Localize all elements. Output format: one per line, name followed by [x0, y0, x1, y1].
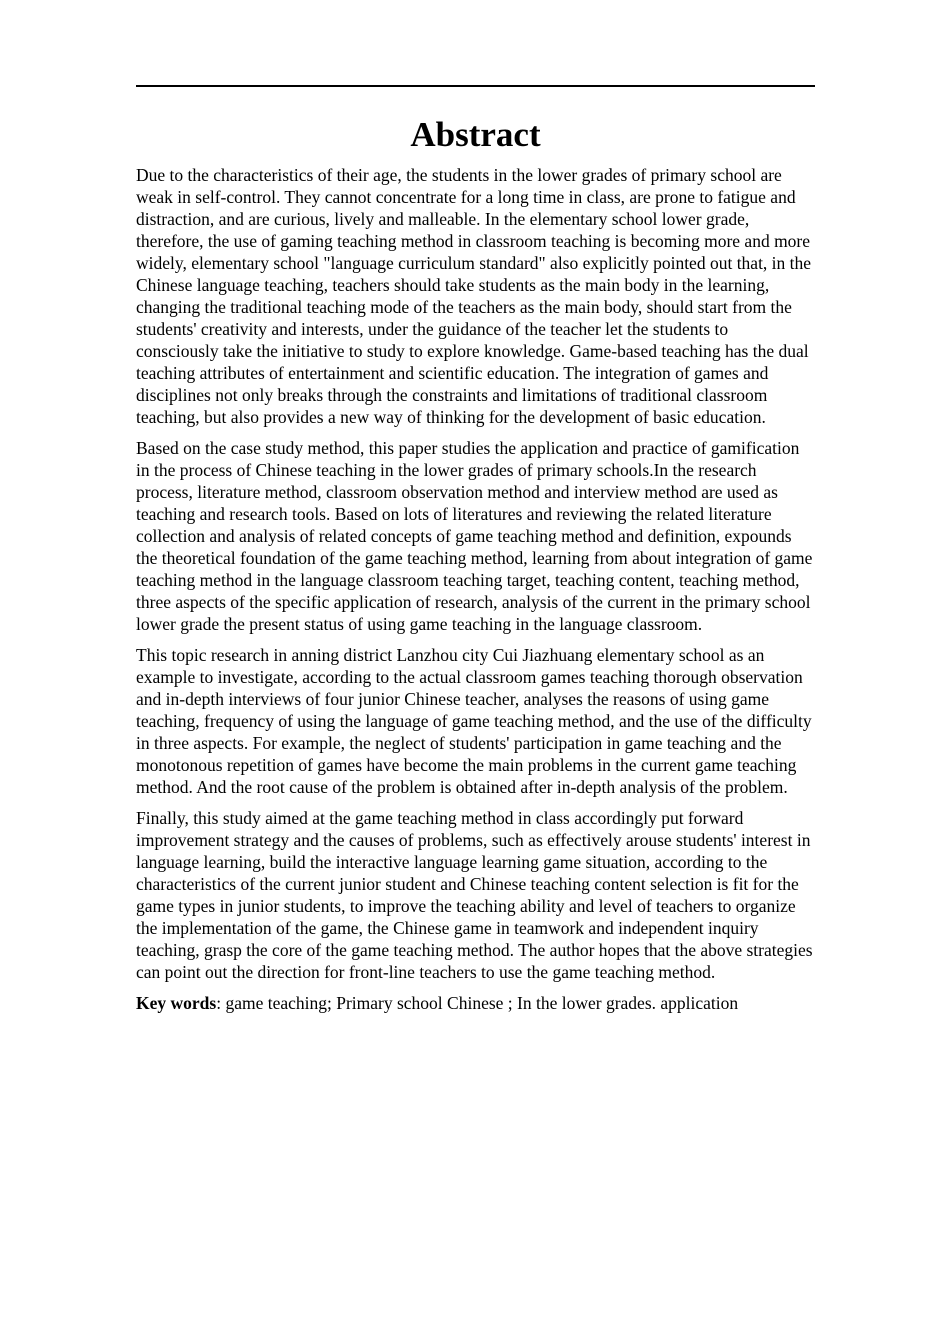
keywords-line: [136, 992, 815, 1014]
keywords-label: Key words: [136, 993, 217, 1013]
abstract-paragraph-3: This topic research in anning district Lanzhou city Cui Jiazhuang elementary school as an example to investigate, according to the actual classroom games teaching thorough observation and in-depth interviews of four junior Chinese teacher, analyses the reasons of using game teaching, frequency of using the language of game teaching method, and the use of the difficulty in three aspects. For example, the neglect of students' participation in game teaching and the monotonous repetition of games have become the main problems in the current game teaching method. And the root cause of the problem is obtained after in-depth analysis of the problem.: [136, 645, 812, 797]
abstract-body: [136, 164, 815, 1014]
abstract-paragraph-2: Based on the case study method, this paper studies the application and practice of gamification in the process of Chinese teaching in the lower grades of primary schools.In the research process, literature method, classroom observation method and interview method are used as teaching and research tools. Based on lots of literatures and reviewing the related literature collection and analysis of related concepts of game teaching method and definition, expounds the theoretical foundation of the game teaching method, learning from about integration of game teaching method in the language classroom teaching target, teaching content, teaching method, three aspects of the specific application of research, analysis of the current in the primary school lower grade the present status of using game teaching in the language classroom.: [136, 438, 813, 634]
abstract-paragraph-4: Finally, this study aimed at the game teaching method in class accordingly put forward improvement strategy and the causes of problems, such as effectively arouse students' interest in language learning, build the interactive language learning game situation, according to the characteristics of the current junior student and Chinese teaching content selection is fit for the game types in junior students, to improve the teaching ability and level of teachers to organize the implementation of the game, the Chinese game in teamwork and independent inquiry teaching, grasp the core of the game teaching method. The author hopes that the above strategies can point out the direction for front-line teachers to use the game teaching method.: [136, 808, 813, 982]
page-title: Abstract: [410, 115, 541, 154]
header-rule: [136, 85, 815, 87]
keywords-text: : game teaching; Primary school Chinese ; In the lower grades. application: [216, 993, 739, 1013]
abstract-paragraph-1: Due to the characteristics of their age, the students in the lower grades of primary school are weak in self-control. They cannot concentrate for a long time in class, are prone to fatigue and distraction, and are curious, lively and malleable. In the elementary school lower grade, therefore, the use of gaming teaching method in classroom teaching is becoming more and more widely, elementary school "language curriculum standard" also explicitly pointed out that, in the Chinese language teaching, teachers should take students as the main body in the learning, changing the traditional teaching mode of the teachers as the main body, should start from the students' creativity and interests, under the guidance of the teacher let the students to consciously take the initiative to study to explore knowledge. Game-based teaching has the dual teaching attributes of entertainment and scientific education. The integration of games and disciplines not only breaks through the constraints and limitations of traditional classroom teaching, but also provides a new way of thinking for the development of basic education.: [136, 165, 812, 427]
